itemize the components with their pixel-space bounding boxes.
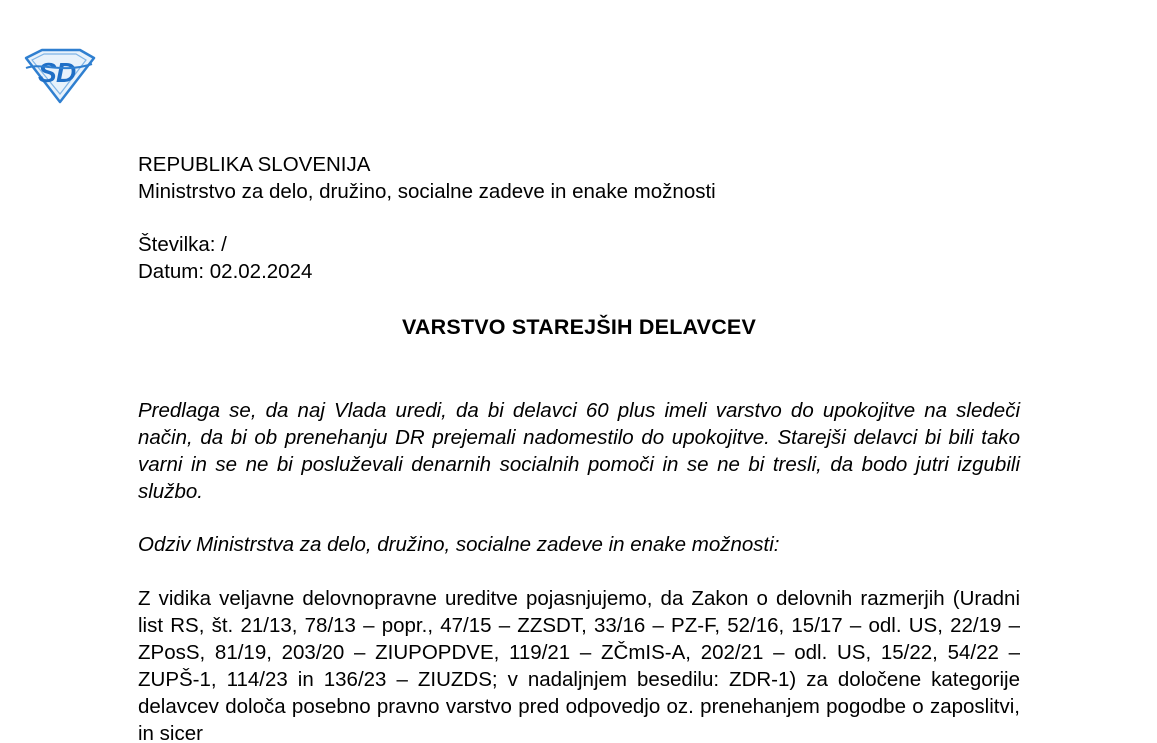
country-name: REPUBLIKA SLOVENIJA xyxy=(138,153,371,176)
document-meta xyxy=(138,231,312,285)
response-body-paragraph: Z vidika veljavne delovnopravne ureditve pojasnjujemo, da Zakon o delovnih razmerjih (Uradni list RS, št. 21/13, 78/13 – popr., 47/15 – ZZSDT, 33/16 – PZ-F, 52/16, 15/17 – odl. US, 22/19 – ZPosS, 81/19, 203/20 – ZIUPOPDVE, 119/21 – ZČmIS-A, 202/21 – odl. US, 15/22, 54/22 – ZUPŠ-1, 114/23 in 136/23 – ZIUZDS; v nadaljnjem besedilu: ZDR-1) za določene kategorije delavcev določa posebno pravno varstvo pred odpovedjo oz. prenehanjem pogodbe o zaposlitvi, in sicer xyxy=(138,587,1020,743)
document-number: Številka: / xyxy=(138,233,227,256)
document-title: VARSTVO STAREJŠIH DELAVCEV xyxy=(401,315,757,339)
svg-text:D: D xyxy=(56,57,77,88)
document-header xyxy=(138,151,716,205)
document-date: Datum: 02.02.2024 xyxy=(138,260,313,283)
ministry-name: Ministrstvo za delo, družino, socialne zadeve in enake možnosti xyxy=(138,180,716,203)
sd-shield-logo-icon xyxy=(22,46,96,104)
proposal-paragraph: Predlaga se, da naj Vlada uredi, da bi delavci 60 plus imeli varstvo do upokojitve na sledeči način, da bi ob prenehanju DR prejemali nadomestilo do upokojitve. Starejši delavci bi bili tako varni in se ne bi posluževali denarnih socialnih pomoči in se ne bi tresli, da bodo jutri izgubili službo. xyxy=(138,399,1020,503)
response-heading: Odziv Ministrstva za delo, družino, socialne zadeve in enake možnosti: xyxy=(138,533,780,556)
svg-text:S: S xyxy=(38,57,57,88)
